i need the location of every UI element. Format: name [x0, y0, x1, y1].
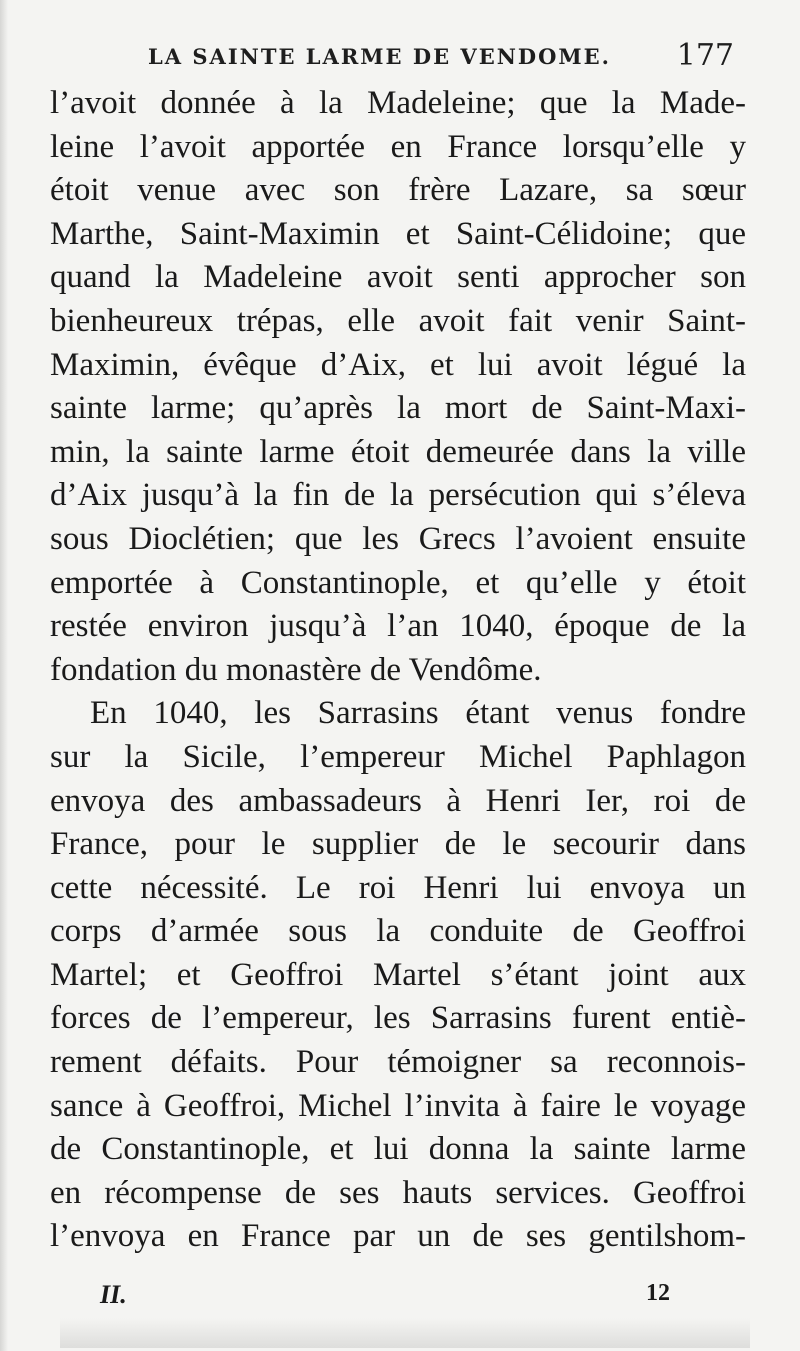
text-line: sur la Sicile, l’empereur Michel Paphlagon	[50, 738, 746, 775]
text-line: rement défaits. Pour témoigner sa reconnois-	[50, 1044, 746, 1081]
page-number: 177	[676, 38, 734, 73]
text-line: sance à Geoffroi, Michel l’invita à faire le voyage	[50, 1087, 746, 1124]
text-line: cette nécessité. Le roi Henri lui envoya un	[50, 869, 746, 906]
show-through-text	[60, 1318, 750, 1348]
signature-mark: II.	[100, 1280, 127, 1309]
paragraph-end-line: fondation du monastère de Vendôme.	[50, 651, 542, 688]
text-line: étoit venue avec son frère Lazare, sa sœur	[50, 172, 746, 209]
text-line: forces de l’empereur, les Sarrasins furent entiè-	[50, 1000, 746, 1037]
text-line: emportée à Constantinople, et qu’elle y étoit	[50, 564, 746, 601]
text-line: l’envoya en France par un de ses gentilshom-	[50, 1218, 746, 1255]
text-line: en récompense de ses hauts services. Geoffroi	[50, 1174, 746, 1211]
text-line: Maximin, évêque d’Aix, et lui avoit légué la	[50, 346, 746, 383]
text-line: l’avoit donnée à la Madeleine; que la Made-	[50, 85, 746, 121]
text-line: Martel; et Geoffroi Martel s’étant joint aux	[50, 956, 746, 993]
text-line: France, pour le supplier de le secourir dans	[50, 826, 746, 863]
text-line: min, la sainte larme étoit demeurée dans la ville	[50, 433, 746, 470]
text-line: envoya des ambassadeurs à Henri Ier, roi de	[50, 782, 746, 819]
paragraph-start-line: En 1040, les Sarrasins étant venus fondre	[90, 695, 746, 732]
body-text	[50, 82, 746, 1259]
text-line: corps d’armée sous la conduite de Geoffroi	[50, 913, 746, 950]
page-edge	[0, 0, 8, 1351]
running-head	[140, 38, 740, 78]
text-line: Marthe, Saint-Maximin et Saint-Célidoine; que	[50, 215, 746, 252]
text-line: leine l’avoit apportée en France lorsqu’elle y	[50, 128, 746, 165]
running-title: LA SAINTE LARME DE VENDOME.	[148, 44, 611, 69]
gathering-number: 12	[646, 1280, 670, 1306]
text-line: de Constantinople, et lui donna la sainte larme	[50, 1131, 746, 1168]
text-line: bienheureux trépas, elle avoit fait venir Saint-	[50, 302, 746, 339]
text-line: quand la Madeleine avoit senti approcher son	[50, 259, 746, 296]
text-line: sous Dioclétien; que les Grecs l’avoient ensuite	[50, 520, 746, 557]
text-line: restée environ jusqu’à l’an 1040, époque de la	[50, 608, 746, 645]
page-footer	[100, 1280, 670, 1314]
text-line: sainte larme; qu’après la mort de Saint-Maxi-	[50, 390, 746, 427]
text-line: d’Aix jusqu’à la fin de la persécution qui s’éleva	[50, 477, 746, 514]
